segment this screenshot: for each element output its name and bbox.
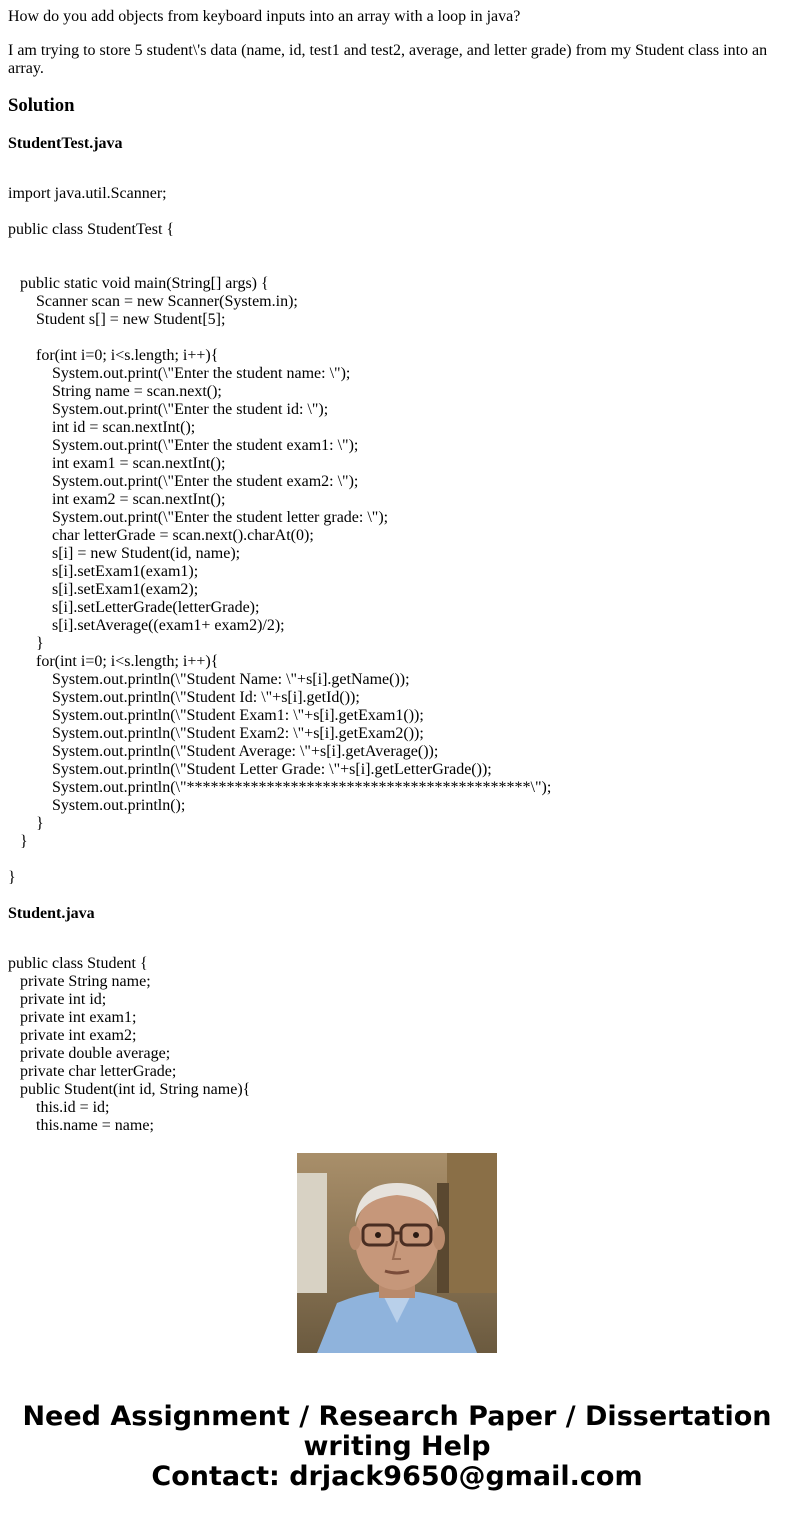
code-line: } bbox=[8, 635, 44, 652]
code-line bbox=[8, 167, 786, 185]
footer-line-1: Need Assignment / Research Paper / Dissertation bbox=[22, 1401, 772, 1432]
code-line bbox=[8, 203, 786, 221]
code-line: private int exam1; bbox=[8, 1009, 137, 1026]
code-line: System.out.println(\"Student Exam1: \"+s[i].getExam1()); bbox=[8, 707, 424, 724]
footer-contact bbox=[0, 1402, 794, 1492]
code-line: System.out.print(\"Enter the student letter grade: \"); bbox=[8, 509, 389, 526]
code-line: s[i].setLetterGrade(letterGrade); bbox=[8, 599, 260, 616]
code-line: for(int i=0; i<s.length; i++){ bbox=[8, 347, 219, 364]
code-line: System.out.println(\"Student Average: \"+s[i].getAverage()); bbox=[8, 743, 439, 760]
question-title: How do you add objects from keyboard inputs into an array with a loop in java? bbox=[8, 8, 521, 25]
code-line: int exam1 = scan.nextInt(); bbox=[8, 455, 226, 472]
code-line: this.id = id; bbox=[8, 1099, 110, 1116]
code-line: } bbox=[8, 815, 44, 832]
code-line: private char letterGrade; bbox=[8, 1063, 177, 1080]
code-line: } bbox=[8, 833, 28, 850]
code-block-studenttest bbox=[8, 167, 786, 887]
code-line: public class StudentTest { bbox=[8, 221, 175, 238]
code-line: System.out.println(\"Student Name: \"+s[i].getName()); bbox=[8, 671, 410, 688]
code-line: private String name; bbox=[8, 973, 151, 990]
file-name-student: Student.java bbox=[8, 905, 95, 922]
footer-line-2: writing Help bbox=[303, 1431, 491, 1462]
code-line: import java.util.Scanner; bbox=[8, 185, 167, 202]
avatar bbox=[297, 1153, 497, 1353]
code-line: public Student(int id, String name){ bbox=[8, 1081, 251, 1098]
code-line: System.out.print(\"Enter the student exam2: \"); bbox=[8, 473, 359, 490]
footer-contact-email: Contact: drjack9650@gmail.com bbox=[151, 1461, 643, 1492]
code-line: System.out.println(); bbox=[8, 797, 186, 814]
code-line bbox=[8, 257, 786, 275]
code-line: System.out.println(\"Student Id: \"+s[i].getId()); bbox=[8, 689, 360, 706]
code-line: } bbox=[8, 869, 16, 886]
code-line: int exam2 = scan.nextInt(); bbox=[8, 491, 226, 508]
code-line: s[i].setExam1(exam2); bbox=[8, 581, 199, 598]
code-line: s[i].setExam1(exam1); bbox=[8, 563, 199, 580]
solution-heading: Solution bbox=[8, 95, 75, 116]
code-line: private int exam2; bbox=[8, 1027, 137, 1044]
code-block-student bbox=[8, 937, 786, 1135]
code-line: System.out.print(\"Enter the student id: \"); bbox=[8, 401, 329, 418]
code-line: public static void main(String[] args) { bbox=[8, 275, 269, 292]
code-line: Student s[] = new Student[5]; bbox=[8, 311, 226, 328]
code-line: System.out.println(\"Student Letter Grade: \"+s[i].getLetterGrade()); bbox=[8, 761, 492, 778]
code-line: String name = scan.next(); bbox=[8, 383, 222, 400]
code-line bbox=[8, 851, 786, 869]
code-line: char letterGrade = scan.next().charAt(0); bbox=[8, 527, 314, 544]
person-photo-icon bbox=[297, 1153, 497, 1353]
file-name-studenttest: StudentTest.java bbox=[8, 135, 123, 152]
code-line: System.out.println(\"*******************************************\"); bbox=[8, 779, 552, 796]
code-line bbox=[8, 329, 786, 347]
code-line bbox=[8, 239, 786, 257]
code-line: System.out.print(\"Enter the student exam1: \"); bbox=[8, 437, 359, 454]
code-line: s[i].setAverage((exam1+ exam2)/2); bbox=[8, 617, 285, 634]
code-line: s[i] = new Student(id, name); bbox=[8, 545, 241, 562]
question-body: I am trying to store 5 student\'s data (name, id, test1 and test2, average, and letter grade) from my Student class into an array. bbox=[8, 42, 768, 77]
code-line: private int id; bbox=[8, 991, 107, 1008]
document-content bbox=[8, 0, 786, 1134]
code-line: public class Student { bbox=[8, 955, 148, 972]
code-line: System.out.println(\"Student Exam2: \"+s[i].getExam2()); bbox=[8, 725, 424, 742]
code-line: this.name = name; bbox=[8, 1117, 154, 1134]
code-line: for(int i=0; i<s.length; i++){ bbox=[8, 653, 219, 670]
code-line: private double average; bbox=[8, 1045, 171, 1062]
code-line: int id = scan.nextInt(); bbox=[8, 419, 196, 436]
code-line: Scanner scan = new Scanner(System.in); bbox=[8, 293, 298, 310]
code-line: System.out.print(\"Enter the student name: \"); bbox=[8, 365, 351, 382]
code-line bbox=[8, 937, 786, 955]
